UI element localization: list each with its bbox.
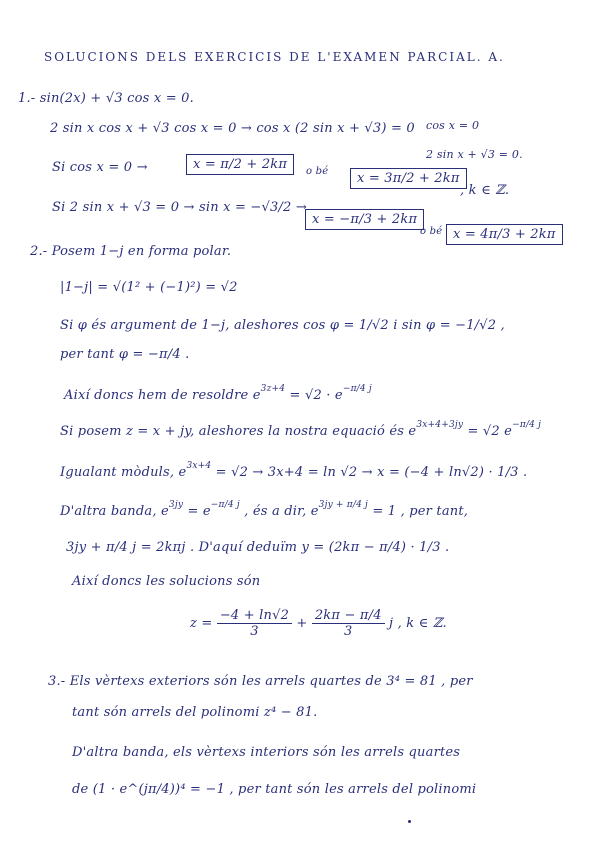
ex2-sub-rest: = √2 e (463, 424, 513, 439)
ex2-equation-to-solve (64, 384, 372, 403)
final-z: z = (190, 616, 213, 631)
ex2-eq-text: Així doncs hem de resoldre e (64, 388, 261, 403)
ex2-modulus: |1−j| = √(1² + (−1)²) = √2 (60, 280, 238, 295)
ex2-y-deduction: 3jy + π/4 j = 2kπj . D'aquí deduïm y = (2kπ − π/4) · 1/3 . (66, 540, 450, 555)
ex2-phi: per tant φ = −π/4 . (60, 347, 190, 362)
ex2-sub-exp2: −π/4 j (512, 420, 542, 430)
ex2-substitution (60, 420, 541, 439)
ex2-arg-rest: , és a dir, e (239, 504, 319, 519)
ex2-eq-exp2: −π/4 j (342, 384, 372, 394)
ex1-k-domain: , k ∈ ℤ. (460, 183, 510, 198)
ex2-sub-text: Si posem z = x + jy, aleshores la nostra equació és e (60, 424, 417, 439)
ex1-case1-prefix: Si cos x = 0 → (52, 160, 148, 175)
ex3-line3: D'altra banda, els vèrtexs interiors són les arrels quartes (72, 745, 461, 760)
solution-box-1: x = π/2 + 2kπ (186, 154, 294, 175)
ex1-o-be-2: o bé (420, 226, 443, 237)
solution-box-2: x = 3π/2 + 2kπ (350, 168, 467, 189)
ex2-mod-exp: 3x+4 (186, 461, 212, 471)
ex2-argument-equality (60, 500, 468, 519)
ex1-solution-2 (350, 168, 467, 189)
final-den-2: 3 (344, 624, 353, 639)
ex2-arg-end: = 1 , per tant, (368, 504, 469, 519)
ex3-line4: de (1 · e^(jπ/4))⁴ = −1 , per tant són les arrels del polinomi (72, 782, 477, 797)
solution-box-3: x = −π/3 + 2kπ (305, 209, 424, 230)
ex2-eq-rest: = √2 · e (285, 388, 343, 403)
solution-box-4: x = 4π/3 + 2kπ (446, 224, 563, 245)
ex2-arg-mid: = e (183, 504, 211, 519)
ex1-solution-1 (186, 154, 294, 175)
ex1-solution-4 (446, 224, 563, 245)
ex1-case2-prefix: Si 2 sin x + √3 = 0 → sin x = −√3/2 → (52, 200, 307, 215)
ex2-solutions-intro: Així doncs les solucions són (72, 574, 261, 589)
ex1-solution-3 (305, 209, 424, 230)
ex1-o-be-1: o bé (306, 166, 329, 177)
ink-dot (408, 820, 411, 823)
ex2-final-solution (190, 608, 447, 639)
ex1-branch-a: cos x = 0 (426, 119, 480, 132)
final-fraction-2 (312, 608, 385, 639)
final-fraction-1 (217, 608, 292, 639)
ex2-mod-text: Igualant mòduls, e (60, 465, 187, 480)
final-plus: + (296, 616, 308, 631)
ex2-sub-exp1: 3x+4+3jy (416, 420, 464, 430)
final-den-1: 3 (250, 624, 259, 639)
ex1-equation: 1.- sin(2x) + √3 cos x = 0. (18, 91, 194, 106)
ex3-line2: tant són arrels del polinomi z⁴ − 81. (72, 705, 318, 720)
ex2-eq-exp1: 3z+4 (260, 384, 286, 394)
ex3-line1: 3.- Els vèrtexs exteriors són les arrels quartes de 3⁴ = 81 , per (48, 674, 473, 689)
ex2-mod-rest: = √2 → 3x+4 = ln √2 → x = (−4 + ln√2) · 1/3 . (211, 465, 528, 480)
ex2-arg-exp1: 3jy (168, 500, 184, 510)
ex2-arg-text: D'altra banda, e (60, 504, 169, 519)
ex2-argument: Si φ és argument de 1−j, aleshores cos φ = 1/√2 i sin φ = −1/√2 , (60, 318, 505, 333)
ex2-intro: 2.- Posem 1−j en forma polar. (30, 244, 232, 259)
ex2-modulus-equality (60, 461, 527, 480)
ex2-arg-exp2: −π/4 j (210, 500, 240, 510)
final-num-2: 2kπ − π/4 (312, 608, 385, 624)
page-title: SOLUCIONS DELS EXERCICIS DE L'EXAMEN PARCIAL. A. (44, 50, 505, 64)
ex1-factorization: 2 sin x cos x + √3 cos x = 0 → cos x (2 sin x + √3) = 0 (50, 121, 415, 136)
final-end: j , k ∈ ℤ. (389, 616, 447, 631)
final-num-1: −4 + ln√2 (217, 608, 292, 624)
ex2-arg-exp3: 3jy + π/4 j (318, 500, 369, 510)
ex1-branch-b: 2 sin x + √3 = 0. (426, 148, 523, 161)
